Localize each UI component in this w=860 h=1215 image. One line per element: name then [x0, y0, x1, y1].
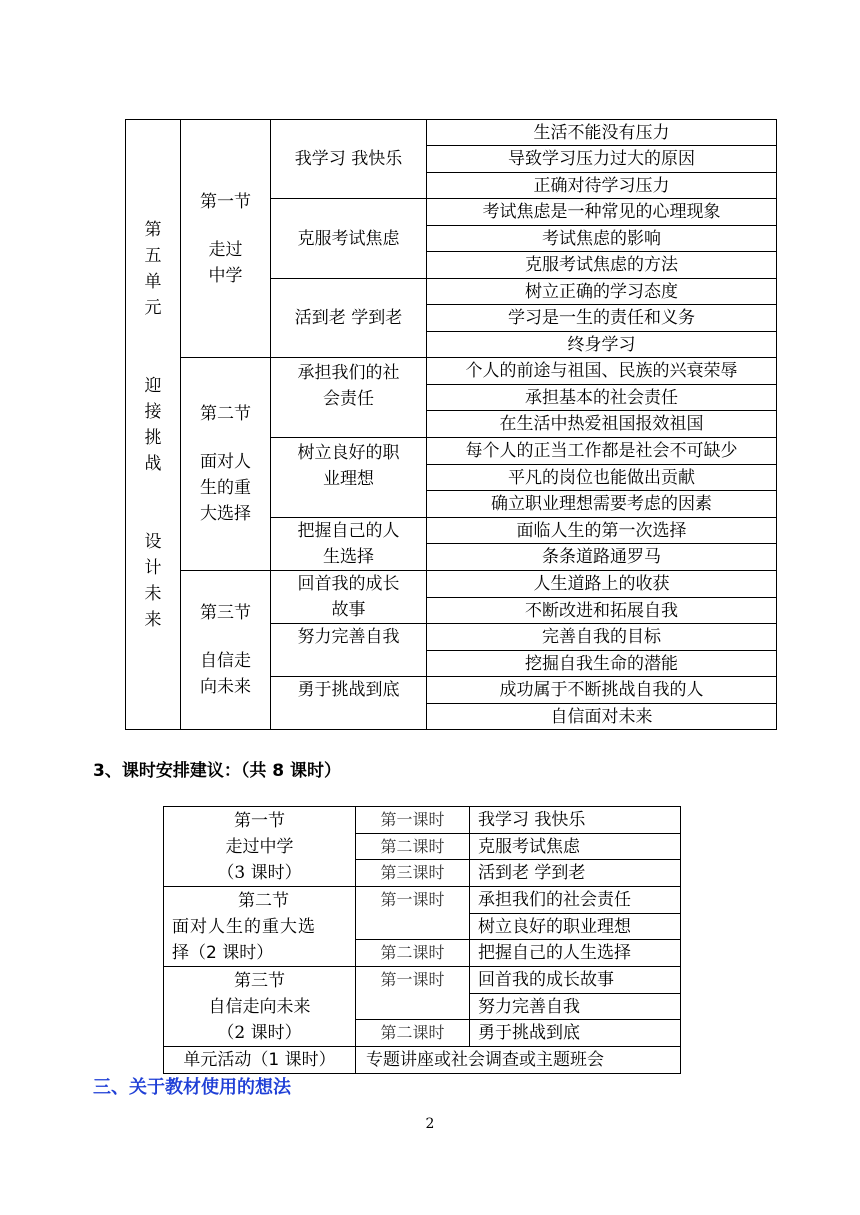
- topic-cell: 树立正确的学习态度: [525, 281, 678, 302]
- lesson-label: 克服考试焦虑: [297, 228, 400, 249]
- unit-char: 挑: [144, 428, 162, 448]
- lesson-label: 活到老 学到老: [294, 308, 403, 328]
- topic-cell: 考试焦虑是一种常见的心理现象: [482, 202, 721, 222]
- lesson-label-line: 树立良好的职: [297, 443, 400, 463]
- unit-title: [126, 120, 180, 730]
- topic-cell: 自信面对未来: [550, 706, 653, 727]
- content-cell: 把握自己的人生选择: [478, 943, 631, 963]
- topic-cell: 克服考试焦虑的方法: [525, 255, 678, 275]
- topic-cell: 完善自我的目标: [542, 627, 661, 647]
- content-cell: 努力完善自我: [478, 996, 580, 1017]
- lesson-label: [271, 571, 426, 623]
- period-cell: 第一课时: [380, 890, 445, 909]
- period-cell: 第二课时: [380, 836, 445, 856]
- section-label-line: 走过: [208, 239, 243, 260]
- schedule-section-line: 面对人生的重大选: [172, 916, 316, 937]
- topic-cell: 挖掘自我生命的潜能: [525, 653, 678, 674]
- section-label-line: 第二节: [200, 404, 251, 424]
- topic-cell: 个人的前途与祖国、民族的兴衰荣辱: [465, 361, 738, 381]
- lesson-label: [271, 438, 426, 517]
- content-cell: 克服考试焦虑: [478, 836, 580, 857]
- schedule-heading: 3、课时安排建议：（共 8 课时）: [93, 761, 341, 781]
- topic-cell: 成功属于不断挑战自我的人: [499, 680, 704, 700]
- topic-cell: 生活不能没有压力: [533, 122, 670, 143]
- unit-char: 五: [144, 246, 162, 266]
- schedule-section-line: 择（2 课时）: [172, 942, 274, 963]
- topic-cell: 每个人的正当工作都是社会不可缺少: [465, 441, 738, 461]
- unit-char: 元: [144, 298, 162, 318]
- schedule-section-line: 第三节: [234, 970, 285, 991]
- topic-cell: 导致学习压力过大的原因: [508, 149, 695, 169]
- schedule-section-line: 自信走向未来: [208, 996, 311, 1017]
- unit-char: 战: [144, 454, 162, 474]
- lesson-label: 勇于挑战到底: [297, 680, 400, 700]
- section-heading: 三、关于教材使用的想法: [93, 1077, 291, 1098]
- unit-char: 单: [144, 272, 162, 292]
- schedule-section-label: [164, 887, 355, 966]
- schedule-section-label: [164, 967, 355, 1046]
- lesson-label-line: 故事: [331, 600, 366, 620]
- section-label-line: 生的重: [200, 478, 251, 498]
- content-cell: 回首我的成长故事: [478, 970, 614, 990]
- lesson-label-line: 业理想: [323, 469, 374, 489]
- lesson-label: [271, 358, 426, 437]
- content-cell: 勇于挑战到底: [478, 1023, 580, 1043]
- topic-cell: 人生道路上的收获: [533, 574, 670, 594]
- topic-cell: 正确对待学习压力: [533, 175, 670, 196]
- topic-cell: 在生活中热爱祖国报效祖国: [499, 414, 704, 434]
- period-cell: 第三课时: [380, 863, 445, 882]
- content-cell: 活到老 学到老: [478, 863, 586, 883]
- lesson-label-line: 把握自己的人: [297, 521, 400, 541]
- topic-cell: 考试焦虑的影响: [542, 228, 661, 249]
- unit-char: 未: [144, 584, 162, 604]
- lesson-label-line: 生选择: [323, 547, 374, 567]
- content-cell: 树立良好的职业理想: [478, 916, 631, 937]
- unit-char: 接: [144, 402, 162, 422]
- unit-char: 来: [144, 610, 162, 630]
- page-number: 2: [425, 1116, 435, 1132]
- lesson-label: [271, 518, 426, 570]
- topic-cell: 不断改进和拓展自我: [525, 600, 678, 621]
- lesson-label: 努力完善自我: [297, 627, 400, 647]
- schedule-section-line: 走过中学: [225, 836, 294, 857]
- section-label-line: 第一节: [200, 191, 251, 212]
- section-label-line: 自信走: [200, 651, 251, 671]
- lesson-label: 我学习 我快乐: [294, 149, 403, 169]
- lesson-label-line: 回首我的成长: [297, 574, 400, 594]
- unit-char: 设: [144, 532, 162, 552]
- topic-cell: 终身学习: [567, 334, 636, 355]
- section-label-line: 中学: [208, 265, 243, 286]
- lesson-label-line: 会责任: [323, 389, 374, 409]
- topic-cell: 学习是一生的责任和义务: [508, 308, 695, 328]
- topic-cell: 承担基本的社会责任: [525, 387, 678, 408]
- period-cell: 第二课时: [380, 943, 445, 962]
- schedule-section-line: （3 课时）: [217, 862, 302, 883]
- topic-cell: 平凡的岗位也能做出贡献: [508, 467, 695, 488]
- schedule-section-line: （2 课时）: [217, 1022, 302, 1043]
- topic-cell: 条条道路通罗马: [542, 547, 661, 567]
- lesson-label-line: 承担我们的社: [297, 363, 400, 383]
- section-label-line: 面对人: [200, 452, 251, 472]
- unit-char: 第: [144, 220, 162, 240]
- section-label: [181, 571, 270, 729]
- section-label-line: 大选择: [200, 504, 251, 524]
- section-label-line: 向未来: [200, 677, 251, 697]
- topic-cell: 面临人生的第一次选择: [516, 520, 687, 541]
- unit-char: 计: [144, 558, 162, 578]
- activity-label: 单元活动（1 课时）: [183, 1050, 336, 1070]
- section-label: [181, 120, 270, 357]
- section-label-line: 第三节: [200, 603, 251, 623]
- schedule-section-label: [164, 807, 355, 886]
- content-cell: 我学习 我快乐: [478, 810, 586, 830]
- period-cell: 第一课时: [380, 970, 445, 989]
- topic-cell: 确立职业理想需要考虑的因素: [491, 494, 712, 514]
- period-cell: 第一课时: [380, 810, 445, 829]
- unit-char: 迎: [144, 376, 162, 396]
- content-cell: 承担我们的社会责任: [478, 890, 631, 910]
- section-label: [181, 358, 270, 570]
- activity-content: 专题讲座或社会调查或主题班会: [366, 1050, 604, 1070]
- schedule-section-line: 第一节: [234, 810, 285, 831]
- period-cell: 第二课时: [380, 1023, 445, 1042]
- schedule-section-line: 第二节: [238, 890, 289, 911]
